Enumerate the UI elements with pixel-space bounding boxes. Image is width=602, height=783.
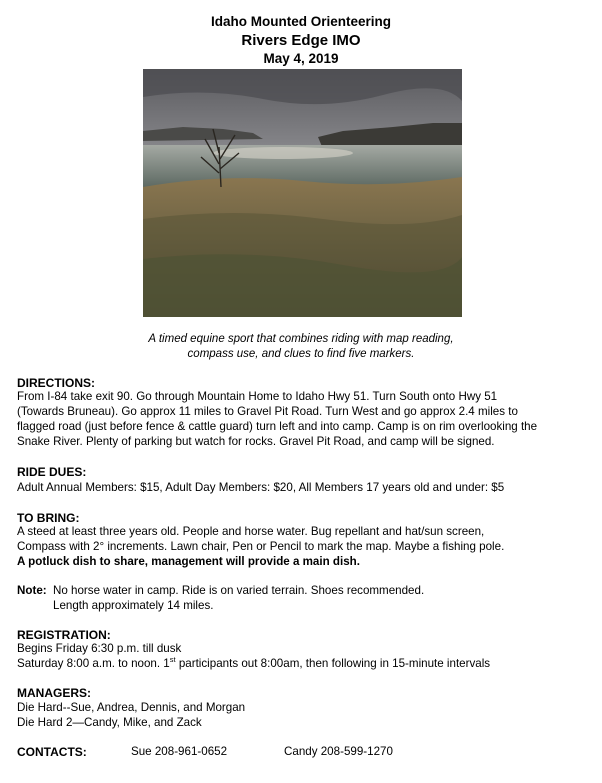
ride-dues-heading: RIDE DUES: <box>17 465 87 479</box>
registration-line-2 <box>17 657 490 672</box>
directions-heading: DIRECTIONS: <box>17 376 95 390</box>
to-bring-heading: TO BRING: <box>17 511 80 525</box>
contacts-label: CONTACTS: <box>17 745 87 759</box>
directions-line-4: Snake River. Plenty of parking but watch for rocks. Gravel Pit Road, and camp will be signed. <box>17 435 495 448</box>
directions-line-3: flagged road (just before fence & cattle guard) turn left and into camp. Camp is on rim overlooking the <box>17 420 538 433</box>
to-bring-line-1: A steed at least three years old. People and horse water. Bug repellant and hat/sun screen, <box>17 525 485 538</box>
note-line-2: Length approximately 14 miles. <box>53 599 214 612</box>
directions-line-1: From I-84 take exit 90. Go through Mountain Home to Idaho Hwy 51. Turn South onto Hwy 51 <box>17 390 498 403</box>
directions-line-2: (Towards Bruneau). Go approx 11 miles to Gravel Pit Road. Turn West and go approx 2.4 miles to <box>17 405 518 418</box>
ride-dues-text: Adult Annual Members: $15, Adult Day Members: $20, All Members 17 years old and under: $5 <box>17 481 505 494</box>
registration-line-2-start: Saturday 8:00 a.m. to noon. 1 <box>17 657 170 670</box>
note-line-1: No horse water in camp. Ride is on varied terrain. Shoes recommended. <box>53 584 425 597</box>
contact-candy: Candy 208-599-1270 <box>284 745 393 758</box>
caption-line-1: A timed equine sport that combines riding with map reading, <box>148 333 454 345</box>
org-title: Idaho Mounted Orienteering <box>210 14 391 29</box>
managers-line-1: Die Hard--Sue, Andrea, Dennis, and Morgan <box>17 701 246 714</box>
event-title: Rivers Edge IMO <box>241 32 361 49</box>
registration-heading: REGISTRATION: <box>17 628 111 642</box>
registration-line-2-end: participants out 8:00am, then following in 15-minute intervals <box>175 657 491 670</box>
note-label: Note: <box>17 584 47 597</box>
event-caption <box>0 332 602 362</box>
contact-sue: Sue 208-961-0652 <box>131 745 228 758</box>
to-bring-line-3: A potluck dish to share, management will provide a main dish. <box>17 555 360 568</box>
registration-line-1: Begins Friday 6:30 p.m. till dusk <box>17 642 182 655</box>
to-bring-line-2: Compass with 2° increments. Lawn chair, Pen or Pencil to mark the map. Maybe a fishing pole. <box>17 540 505 553</box>
event-date: May 4, 2019 <box>263 51 339 66</box>
managers-line-2: Die Hard 2—Candy, Mike, and Zack <box>17 716 202 729</box>
managers-heading: MANAGERS: <box>17 686 91 700</box>
river-landscape-photo <box>143 69 462 317</box>
ordinal-suffix: st <box>169 655 176 665</box>
caption-line-2: compass use, and clues to find five markers. <box>187 348 415 360</box>
